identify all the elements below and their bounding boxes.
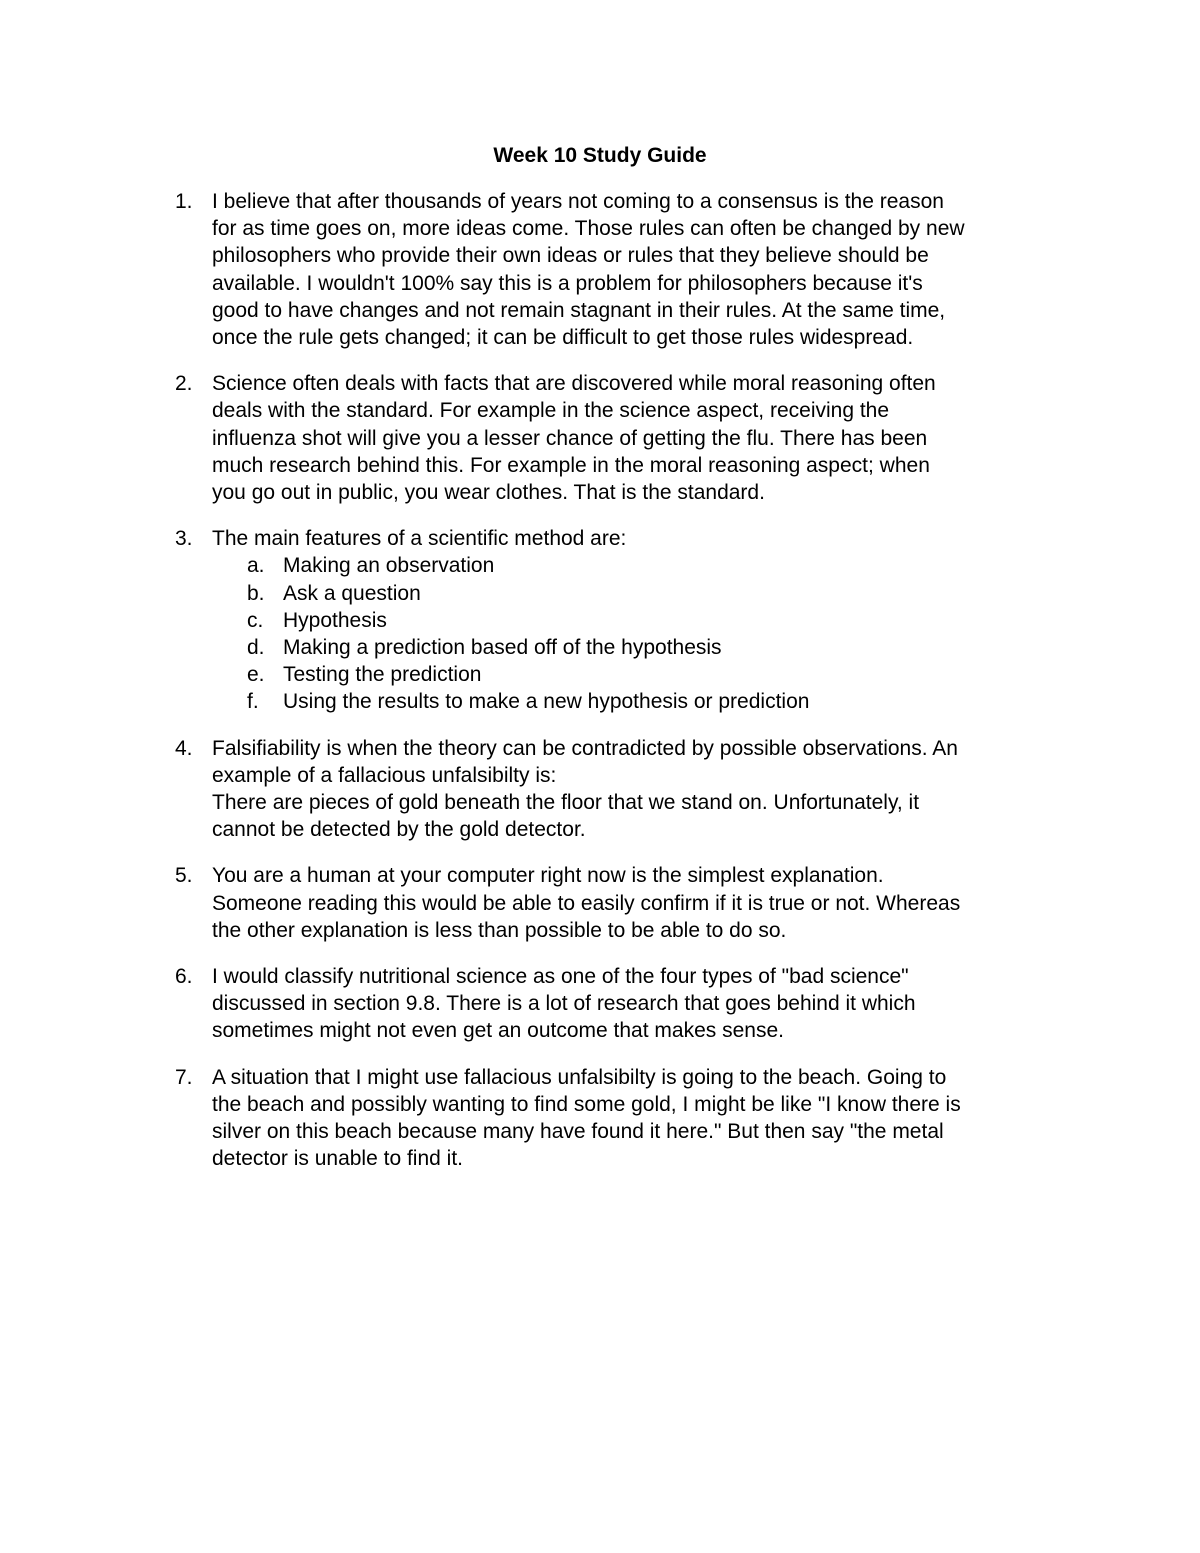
sub-list-item — [212, 552, 1073, 579]
sub-list-item — [212, 688, 1073, 715]
list-item-number: 4. — [175, 736, 193, 760]
list-item — [173, 963, 1073, 1045]
list-item-number: 1. — [175, 190, 193, 213]
list-item-number: 6. — [175, 965, 193, 989]
sub-list-text: Using the results to make a new hypothesis or prediction — [283, 690, 810, 714]
list-item-text-line: influenza shot will give you a lesser chance of getting the flu. There has been — [212, 426, 928, 450]
list-item-text-line: There are pieces of gold beneath the floor that we stand on. Unfortunately, it — [212, 791, 920, 815]
list-item — [173, 735, 1073, 844]
list-item-text-line: You are a human at your computer right now is the simplest explanation. — [212, 864, 884, 888]
sub-list-item — [212, 634, 1073, 661]
list-item-text-line: A situation that I might use fallacious unfalsibilty is going to the beach. Going to — [212, 1065, 947, 1089]
list-item — [173, 862, 1073, 944]
list-item-text-line: the beach and possibly wanting to find some gold, I might be like "I know there is — [212, 1092, 961, 1116]
list-item-text-line: discussed in section 9.8. There is a lot of research that goes behind it which — [212, 992, 916, 1016]
list-item-number: 5. — [175, 864, 193, 888]
list-item-text-line: The main features of a scientific method are: — [212, 527, 627, 551]
list-item-text-line: Science often deals with facts that are discovered while moral reasoning often — [212, 372, 936, 396]
list-item — [173, 188, 1073, 351]
list-item-text-line: good to have changes and not remain stagnant in their rules. At the same time, — [212, 298, 946, 322]
list-item-text-line: I believe that after thousands of years not coming to a consensus is the reason — [212, 190, 944, 213]
sub-list-item — [212, 661, 1073, 688]
list-item-text-line: silver on this beach because many have found it here." But then say "the metal — [212, 1120, 944, 1144]
sub-list — [212, 552, 1073, 715]
sub-list-text: Hypothesis — [283, 608, 387, 632]
list-item — [173, 525, 1073, 715]
list-item-text-line: much research behind this. For example in the moral reasoning aspect; when — [212, 453, 930, 477]
sub-list-marker: f. — [247, 690, 259, 714]
list-item-text-line: cannot be detected by the gold detector. — [212, 818, 586, 842]
sub-list-text: Making a prediction based off of the hypothesis — [283, 636, 722, 660]
list-item-number: 2. — [175, 372, 193, 396]
list-item-text-line: deals with the standard. For example in the science aspect, receiving the — [212, 399, 890, 423]
sub-list-item — [212, 607, 1073, 634]
list-item-text-line: the other explanation is less than possible to be able to do so. — [212, 918, 787, 942]
sub-list-marker: c. — [247, 608, 264, 632]
list-item-text-line: detector is unable to find it. — [212, 1147, 463, 1171]
sub-list-marker: d. — [247, 636, 265, 660]
list-item — [173, 1064, 1073, 1173]
list-item-number: 3. — [175, 527, 193, 551]
list-item-text-line: once the rule gets changed; it can be difficult to get those rules widespread. — [212, 326, 914, 350]
list-item-text-line: example of a fallacious unfalsibilty is: — [212, 763, 557, 787]
list-item-text-line: available. I wouldn't 100% say this is a problem for philosophers because it's — [212, 271, 923, 295]
sub-list-marker: b. — [247, 581, 265, 605]
sub-list-text: Testing the prediction — [283, 663, 482, 687]
sub-list-marker: e. — [247, 663, 265, 687]
list-item-text-line: philosophers who provide their own ideas or rules that they believe should be — [212, 244, 929, 268]
study-guide-list — [173, 188, 1073, 1192]
sub-list-text: Ask a question — [283, 581, 421, 605]
list-item-text-line: sometimes might not even get an outcome that makes sense. — [212, 1019, 784, 1043]
list-item — [173, 370, 1073, 506]
sub-list-marker: a. — [247, 554, 265, 578]
list-item-text-line: you go out in public, you wear clothes. That is the standard. — [212, 481, 765, 505]
list-item-text-line: for as time goes on, more ideas come. Those rules can often be changed by new — [212, 217, 965, 241]
sub-list-text: Making an observation — [283, 554, 495, 578]
list-item-text-line: I would classify nutritional science as one of the four types of "bad science" — [212, 965, 909, 989]
sub-list-item — [212, 580, 1073, 607]
list-item-number: 7. — [175, 1065, 193, 1089]
list-item-text-line: Falsifiability is when the theory can be contradicted by possible observations. An — [212, 736, 958, 760]
document-title: Week 10 Study Guide — [493, 144, 707, 167]
list-item-text-line: Someone reading this would be able to easily confirm if it is true or not. Whereas — [212, 891, 961, 915]
